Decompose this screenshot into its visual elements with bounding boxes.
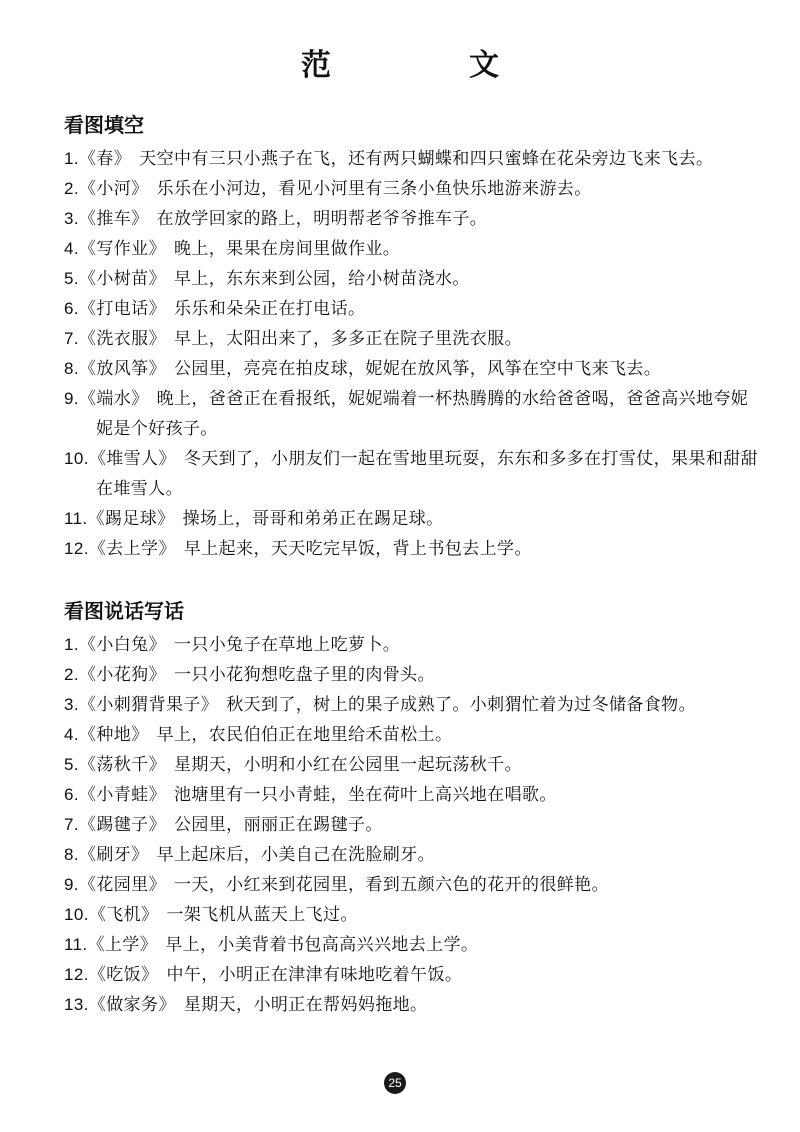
item-title: 《端水》 (78, 389, 149, 409)
item-text: 公园里，丽丽正在踢毽子。 (173, 815, 383, 835)
section-fill-in-blank (64, 110, 764, 564)
item-text: 早上起床后，小美自己在洗脸刷牙。 (156, 845, 435, 865)
item-number: 2. (64, 665, 79, 684)
item-text: 秋天到了，树上的果子成熟了。小刺猬忙着为过冬储备食物。 (226, 695, 696, 715)
item-number: 8. (64, 359, 79, 378)
item-number: 3. (64, 209, 79, 228)
item-title: 《去上学》 (88, 539, 176, 559)
list-item (64, 294, 764, 324)
item-number: 1. (64, 149, 79, 168)
item-number: 11. (64, 935, 88, 954)
item-number: 10. (64, 449, 89, 468)
list-item (64, 144, 764, 174)
list-item (64, 810, 764, 840)
item-title: 《打电话》 (78, 299, 166, 319)
list-item (64, 780, 764, 810)
item-number: 5. (64, 269, 79, 288)
item-title: 《小白兔》 (78, 635, 166, 655)
list-item (64, 264, 764, 294)
section-heading: 看图填空 (64, 113, 144, 137)
item-number: 7. (64, 329, 79, 348)
item-title: 《踢毽子》 (78, 815, 166, 835)
item-number: 12. (64, 539, 89, 558)
list-item (64, 840, 764, 870)
item-number: 5. (64, 755, 79, 774)
list-item (64, 204, 764, 234)
item-title: 《写作业》 (78, 239, 166, 259)
list-item (64, 534, 764, 564)
item-title: 《推车》 (78, 209, 149, 229)
list-item (64, 444, 764, 504)
item-number: 9. (64, 875, 79, 894)
item-number: 4. (64, 239, 79, 258)
list-item (64, 720, 764, 750)
list-item (64, 384, 764, 444)
list-item (64, 900, 764, 930)
list-item (64, 930, 764, 960)
list-item (64, 354, 764, 384)
item-number: 1. (64, 635, 79, 654)
item-title: 《小刺猬背果子》 (78, 695, 219, 715)
item-text: 操场上，哥哥和弟弟正在踢足球。 (182, 509, 444, 529)
item-text: 一只小花狗想吃盘子里的肉骨头。 (173, 665, 435, 685)
item-number: 6. (64, 299, 79, 318)
item-text: 一架飞机从蓝天上飞过。 (166, 905, 358, 925)
item-number: 6. (64, 785, 79, 804)
item-title: 《荡秋千》 (78, 755, 166, 775)
item-title: 《踢足球》 (87, 509, 175, 529)
item-number: 4. (64, 725, 79, 744)
item-text: 在放学回家的路上，明明帮老爷爷推车子。 (156, 209, 488, 229)
item-text: 早上起来，天天吃完早饭，背上书包去上学。 (183, 539, 532, 559)
list-item (64, 990, 764, 1020)
item-title: 《春》 (78, 149, 132, 169)
item-number: 3. (64, 695, 79, 714)
item-title: 《上学》 (87, 935, 158, 955)
list-item (64, 234, 764, 264)
item-number: 13. (64, 995, 89, 1014)
list-item (64, 750, 764, 780)
list-item (64, 960, 764, 990)
item-number: 9. (64, 389, 79, 408)
item-number: 2. (64, 179, 79, 198)
item-text: 公园里，亮亮在拍皮球，妮妮在放风筝，风筝在空中飞来飞去。 (173, 359, 662, 379)
page-number-badge: 25 (384, 1072, 406, 1094)
list-item (64, 870, 764, 900)
item-title: 《放风筝》 (78, 359, 166, 379)
list-item (64, 630, 764, 660)
list-item (64, 690, 764, 720)
item-text: 早上，太阳出来了，多多正在院子里洗衣服。 (173, 329, 522, 349)
item-text: 早上，小美背着书包高高兴兴地去上学。 (165, 935, 479, 955)
item-text: 早上，农民伯伯正在地里给禾苗松土。 (156, 725, 453, 745)
item-title: 《吃饭》 (88, 965, 159, 985)
item-text: 一天，小红来到花园里，看到五颜六色的花开的很鲜艳。 (173, 875, 609, 895)
item-title: 《小河》 (78, 179, 149, 199)
item-text: 乐乐和朵朵正在打电话。 (173, 299, 366, 319)
item-text: 晚上，果果在房间里做作业。 (173, 239, 401, 259)
item-number: 7. (64, 815, 79, 834)
item-text: 晚上，爸爸正在看报纸，妮妮端着一杯热腾腾的水给爸爸喝，爸爸高兴地夸妮妮是个好孩子。 (96, 389, 749, 439)
item-title: 《花园里》 (78, 875, 166, 895)
list-item (64, 660, 764, 690)
item-title: 《堆雪人》 (88, 449, 176, 469)
item-text: 星期天，小明正在帮妈妈拖地。 (183, 995, 428, 1015)
item-title: 《飞机》 (88, 905, 159, 925)
list-item (64, 324, 764, 354)
section-heading: 看图说话写话 (64, 599, 184, 623)
item-text: 天空中有三只小燕子在飞，还有两只蝴蝶和四只蜜蜂在花朵旁边飞来飞去。 (139, 149, 714, 169)
item-title: 《洗衣服》 (78, 329, 166, 349)
page-title: 范 文 (301, 48, 553, 83)
item-text: 乐乐在小河边，看见小河里有三条小鱼快乐地游来游去。 (156, 179, 592, 199)
item-text: 冬天到了，小朋友们一起在雪地里玩耍，东东和多多在打雪仗，果果和甜甜在堆雪人。 (96, 449, 759, 499)
list-item (64, 174, 764, 204)
item-text: 中午，小明正在津津有味地吃着午饭。 (166, 965, 463, 985)
section-picture-talk-writing (64, 596, 764, 1020)
item-number: 10. (64, 905, 89, 924)
item-title: 《小花狗》 (78, 665, 166, 685)
item-title: 《小青蛙》 (78, 785, 166, 805)
item-title: 《种地》 (78, 725, 149, 745)
item-text: 早上，东东来到公园，给小树苗浇水。 (173, 269, 470, 289)
item-text: 一只小兔子在草地上吃萝卜。 (173, 635, 401, 655)
item-number: 12. (64, 965, 89, 984)
list-item (64, 504, 764, 534)
item-title: 《小树苗》 (78, 269, 166, 289)
item-text: 星期天，小明和小红在公园里一起玩荡秋千。 (173, 755, 522, 775)
item-number: 8. (64, 845, 79, 864)
item-text: 池塘里有一只小青蛙，坐在荷叶上高兴地在唱歌。 (173, 785, 557, 805)
item-title: 《刷牙》 (78, 845, 149, 865)
item-title: 《做家务》 (88, 995, 176, 1015)
item-number: 11. (64, 509, 88, 528)
